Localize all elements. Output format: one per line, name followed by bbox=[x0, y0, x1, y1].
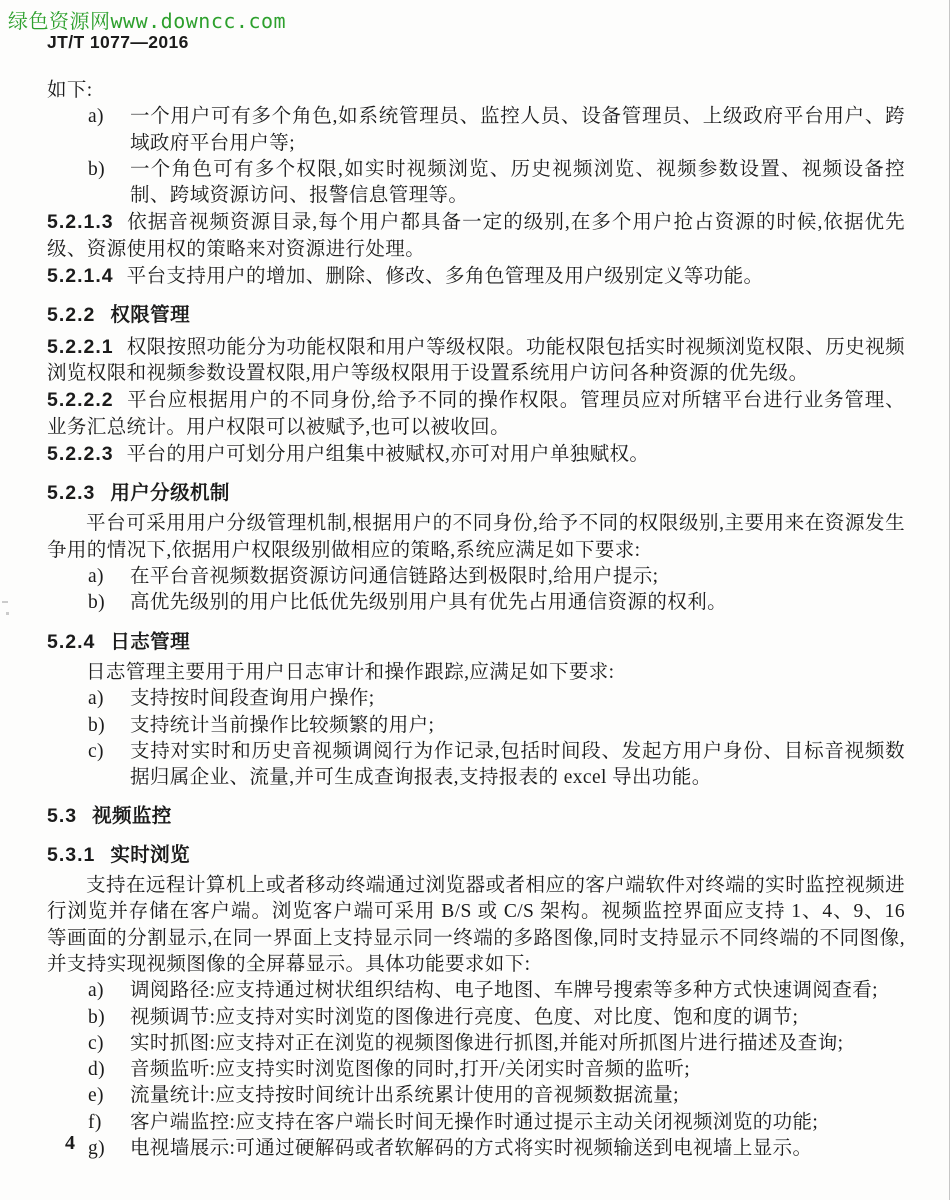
clause-paragraph: 5.2.2.1 权限按照功能分为功能权限和用户等级权限。功能权限包括实时视频浏览权限、历史视频浏览权限和视频参数设置权限,用户等级权限用于设置系统用户访问各种资源的优先级。 bbox=[47, 335, 905, 384]
list-item-text: 实时抓图:应支持对正在浏览的视频图像进行抓图,并能对所抓图片进行描述及查询; bbox=[130, 1032, 844, 1054]
list-item-text: 调阅路径:应支持通过树状组织结构、电子地图、车牌号搜索等多种方式快速调阅查看; bbox=[130, 980, 878, 1002]
section-heading-text: 用户分级机制 bbox=[110, 482, 230, 505]
list-item bbox=[47, 590, 905, 616]
list-item bbox=[47, 157, 905, 210]
list-item-text: 音频监听:应支持实时浏览图像的同时,打开/关闭实时音频的监听; bbox=[130, 1059, 691, 1081]
section-heading-text: 日志管理 bbox=[110, 630, 190, 653]
clause-number: 5.3 bbox=[47, 805, 78, 828]
list-item bbox=[47, 1083, 905, 1109]
section-heading bbox=[47, 302, 905, 328]
clause-number: 5.2.2.1 bbox=[47, 335, 114, 358]
list-item bbox=[47, 1057, 905, 1083]
list-item-label: a) bbox=[88, 566, 104, 588]
list-item-label: c) bbox=[88, 740, 104, 762]
clause-number: 5.2.3 bbox=[47, 482, 96, 505]
page-number: 4 bbox=[65, 1132, 75, 1154]
list-item-text: 在平台音视频数据资源访问通信链路达到极限时,给用户提示; bbox=[130, 566, 659, 588]
list-item-label: a) bbox=[88, 106, 104, 128]
list-item-text: 流量统计:应支持按时间统计出系统累计使用的音视频数据流量; bbox=[130, 1085, 679, 1107]
list-item-text: 高优先级别的用户比低优先级别用户具有优先占用通信资源的权利。 bbox=[130, 592, 728, 614]
list-item bbox=[47, 104, 905, 157]
clause-number: 5.2.1.3 bbox=[47, 211, 114, 234]
list-item bbox=[47, 1136, 905, 1162]
list-item-text: 客户端监控:应支持在客户端长时间无操作时通过提示主动关闭视频浏览的功能; bbox=[130, 1111, 819, 1133]
list-item-text: 一个角色可有多个权限,如实时视频浏览、历史视频浏览、视频参数设置、视频设备控制、跨域资源访问、报警信息管理等。 bbox=[130, 158, 905, 207]
clause-number: 5.3.1 bbox=[47, 843, 96, 866]
list-item bbox=[47, 739, 905, 792]
list-item-text: 支持对实时和历史音视频调阅行为作记录,包括时间段、发起方用户身份、目标音视频数据归属企业、流量,并可生成查询报表,支持报表的 excel 导出功能。 bbox=[130, 740, 905, 789]
paragraph: 如下: bbox=[47, 80, 93, 101]
scan-artifact bbox=[2, 601, 8, 603]
list-item-text: 支持按时间段查询用户操作; bbox=[130, 688, 375, 710]
list-item-text: 视频调节:应支持对实时浏览的图像进行亮度、色度、对比度、饱和度的调节; bbox=[130, 1006, 799, 1028]
list-item bbox=[47, 713, 905, 739]
list-item-label: a) bbox=[88, 980, 104, 1002]
list-item-label: b) bbox=[88, 714, 106, 736]
document-body bbox=[47, 78, 905, 1162]
section-heading-text: 权限管理 bbox=[110, 304, 190, 327]
list-item bbox=[47, 564, 905, 590]
list-item bbox=[47, 1031, 905, 1057]
clause-number: 5.2.2 bbox=[47, 304, 96, 327]
list-item-label: e) bbox=[88, 1085, 104, 1107]
scan-artifact bbox=[6, 612, 9, 615]
list-item-label: c) bbox=[88, 1032, 104, 1054]
clause-number: 5.2.2.2 bbox=[47, 389, 114, 412]
list-item-label: a) bbox=[88, 688, 104, 710]
clause-number: 5.2.2.3 bbox=[47, 442, 114, 465]
paragraph: 日志管理主要用于用户日志审计和操作跟踪,应满足如下要求: bbox=[86, 661, 615, 683]
section-heading-text: 实时浏览 bbox=[110, 843, 190, 866]
clause-number: 5.2.4 bbox=[47, 630, 96, 653]
section-heading bbox=[47, 629, 905, 655]
list-item-text: 一个用户可有多个角色,如系统管理员、监控人员、设备管理员、上级政府平台用户、跨域政府平台用户等; bbox=[130, 106, 905, 154]
standard-code: JT/T 1077—2016 bbox=[47, 32, 189, 52]
list-item-label: g) bbox=[88, 1137, 106, 1159]
list-item bbox=[47, 1110, 905, 1136]
list-item bbox=[47, 978, 905, 1004]
section-heading bbox=[47, 803, 905, 829]
list-item bbox=[47, 1005, 905, 1031]
clause-paragraph: 5.2.1.3 依据音视频资源目录,每个用户都具备一定的级别,在多个用户抢占资源的时候,依据优先级、资源使用权的策略来对资源进行处理。 bbox=[47, 211, 905, 260]
paragraph: 支持在远程计算机上或者移动终端通过浏览器或者相应的客户端软件对终端的实时监控视频进行浏览并存储在客户端。浏览客户端可采用 B/S 或 C/S 架构。视频监控界面应支持 1、4、9、16 等画面的分割显示,在同一界面上支持显示同一终端的多路图像,同时支持显示不同终端的不同图像,并支持实现视频图像的全屏幕显示。具体功能要求如下: bbox=[47, 875, 905, 975]
section-heading bbox=[47, 842, 905, 868]
clause-number: 5.2.1.4 bbox=[47, 265, 114, 288]
list-item-label: b) bbox=[88, 592, 106, 614]
site-watermark: 绿色资源网www.downcc.com bbox=[8, 9, 287, 33]
list-item-text: 支持统计当前操作比较频繁的用户; bbox=[130, 714, 435, 736]
list-item-text: 电视墙展示:可通过硬解码或者软解码的方式将实时视频输送到电视墙上显示。 bbox=[130, 1137, 813, 1159]
clause-paragraph: 5.2.2.3 平台的用户可划分用户组集中被赋权,亦可对用户单独赋权。 bbox=[47, 442, 650, 465]
paragraph: 平台可采用用户分级管理机制,根据用户的不同身份,给予不同的权限级别,主要用来在资源发生争用的情况下,依据用户权限级别做相应的策略,系统应满足如下要求: bbox=[47, 513, 905, 561]
clause-paragraph: 5.2.2.2 平台应根据用户的不同身份,给予不同的操作权限。管理员应对所辖平台进行业务管理、业务汇总统计。用户权限可以被赋予,也可以被收回。 bbox=[47, 389, 905, 438]
list-item-label: b) bbox=[88, 1006, 106, 1028]
clause-paragraph: 5.2.1.4 平台支持用户的增加、删除、修改、多角色管理及用户级别定义等功能。 bbox=[47, 265, 764, 288]
section-heading bbox=[47, 480, 905, 506]
list-item-label: b) bbox=[88, 158, 106, 180]
section-heading-text: 视频监控 bbox=[92, 805, 172, 828]
list-item-label: f) bbox=[88, 1111, 102, 1133]
list-item bbox=[47, 686, 905, 712]
list-item-label: d) bbox=[88, 1059, 106, 1081]
